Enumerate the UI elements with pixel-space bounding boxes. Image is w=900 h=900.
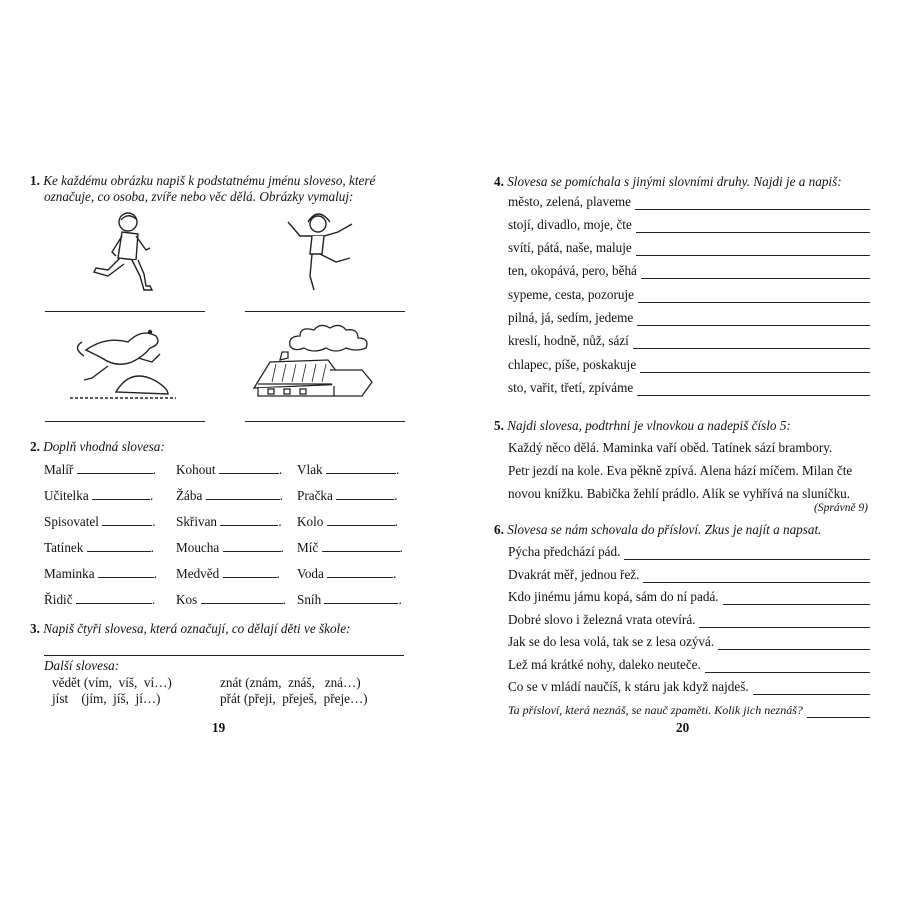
ex4-answer-line[interactable] bbox=[636, 220, 870, 233]
ex2-noun: Kos bbox=[176, 592, 198, 607]
ex2-dot: . bbox=[394, 488, 398, 503]
verb-word: znát bbox=[220, 675, 242, 690]
ex2-dot: . bbox=[280, 540, 284, 555]
ex2-number: 2. bbox=[30, 439, 40, 454]
ex4-answer-line[interactable] bbox=[636, 243, 870, 256]
proverb-text: Co se v mládí naučíš, k stáru jak když najdeš. bbox=[508, 679, 749, 694]
ex2-noun: Voda bbox=[297, 566, 324, 581]
ex4-words: pilná, já, sedím, jedeme bbox=[508, 310, 634, 325]
ex4-row bbox=[508, 261, 870, 279]
ex6-number: 6. bbox=[494, 522, 504, 537]
ex5-answer-note: (Správně 9) bbox=[814, 502, 868, 514]
ex4-row bbox=[508, 331, 870, 349]
ex4-words: město, zelená, plaveme bbox=[508, 194, 632, 209]
verb-word: jíst bbox=[52, 691, 69, 706]
ex6-heading bbox=[494, 522, 821, 538]
ex5-instruction: Najdi slovesa, podtrhni je vlnovkou a nadepiš číslo 5: bbox=[507, 418, 791, 433]
ex2-dot: . bbox=[276, 566, 280, 581]
ex4-number: 4. bbox=[494, 174, 504, 189]
ex4-answer-line[interactable] bbox=[637, 383, 870, 396]
ex4-words: svítí, pátá, naše, maluje bbox=[508, 240, 632, 255]
ex2-dot: . bbox=[282, 592, 286, 607]
ex4-row bbox=[508, 192, 870, 210]
ex2-dot: . bbox=[278, 514, 282, 529]
ex4-answer-line[interactable] bbox=[633, 336, 870, 349]
proverb-text: Lež má krátké nohy, daleko neuteče. bbox=[508, 657, 701, 672]
ex2-noun: Žába bbox=[176, 488, 203, 503]
proverb-answer-line[interactable] bbox=[643, 570, 870, 583]
ex5-number: 5. bbox=[494, 418, 504, 433]
ex4-words: sypeme, cesta, pozoruje bbox=[508, 287, 634, 302]
ex2-noun: Skřivan bbox=[176, 514, 218, 529]
ex1-instruction-line2: označuje, co osoba, zvíře nebo věc dělá. Obrázky vymaluj: bbox=[44, 189, 354, 204]
proverb-answer-line[interactable] bbox=[723, 592, 870, 605]
proverb-row bbox=[508, 610, 870, 628]
ex2-noun: Kohout bbox=[176, 462, 216, 477]
proverb-text: Dvakrát měř, jednou řež. bbox=[508, 567, 640, 582]
ex2-noun: Moucha bbox=[176, 540, 220, 555]
ex2-dot: . bbox=[398, 592, 402, 607]
ex4-row bbox=[508, 215, 870, 233]
verb-word: přát bbox=[220, 691, 241, 706]
proverb-row bbox=[508, 542, 870, 560]
ex4-answer-line[interactable] bbox=[637, 313, 870, 326]
ex2-dot: . bbox=[393, 566, 397, 581]
ex4-row bbox=[508, 285, 870, 303]
ex2-dot: . bbox=[279, 488, 283, 503]
ex4-answer-line[interactable] bbox=[635, 197, 870, 210]
verb-forms: (jím, jíš, jí…) bbox=[81, 691, 161, 706]
ex2-dot: . bbox=[394, 514, 398, 529]
ex4-row bbox=[508, 378, 870, 396]
ex4-answer-line[interactable] bbox=[640, 360, 870, 373]
ex2-noun: Malíř bbox=[44, 462, 74, 477]
ex4-answer-line[interactable] bbox=[638, 290, 870, 303]
ex2-instruction: Doplň vhodná slovesa: bbox=[43, 439, 165, 454]
ex4-instruction: Slovesa se pomíchala s jinými slovními druhy. Najdi je a napiš: bbox=[507, 174, 842, 189]
ex2-dot: . bbox=[395, 462, 400, 477]
ex4-row bbox=[508, 308, 870, 326]
ex6-instruction: Slovesa se nám schovala do přísloví. Zkus je najít a napsat. bbox=[507, 522, 822, 537]
ex2-dot: . bbox=[399, 540, 403, 555]
ex4-words: chlapec, píše, poskakuje bbox=[508, 357, 637, 372]
ex4-words: kreslí, hodně, nůž, sází bbox=[508, 333, 629, 348]
page-number-right: 20 bbox=[676, 720, 690, 735]
ex5-text-line: novou knížku. Babička žehlí prádlo. Alík se vyhřívá na sluníčku. bbox=[508, 486, 851, 501]
proverb-answer-line[interactable] bbox=[705, 660, 870, 673]
ex4-words: sto, vařit, třetí, zpíváme bbox=[508, 380, 634, 395]
ex6-footer-row bbox=[508, 700, 870, 718]
proverb-answer-line[interactable] bbox=[624, 547, 870, 560]
ex4-words: stojí, divadlo, moje, čte bbox=[508, 217, 632, 232]
ex2-dot: . bbox=[152, 462, 156, 477]
proverb-answer-line[interactable] bbox=[699, 615, 870, 628]
verb-forms: (znám, znáš, zná…) bbox=[245, 675, 361, 690]
ex4-row bbox=[508, 238, 870, 256]
ex2-noun: Řidič bbox=[44, 592, 73, 607]
ex2-noun: Medvěd bbox=[176, 566, 220, 581]
verb-word: vědět bbox=[52, 675, 81, 690]
ex6-footer-text: Ta přísloví, která neznáš, se nauč zpaměti. Kolik jich neznáš? bbox=[508, 703, 803, 717]
ex2-dot: . bbox=[278, 462, 283, 477]
ex3-instruction: Napiš čtyři slovesa, která označují, co dělají děti ve škole: bbox=[43, 621, 351, 636]
ex2-noun: Vlak bbox=[297, 462, 323, 477]
ex4-heading bbox=[494, 174, 842, 190]
ex2-noun: Sníh bbox=[297, 592, 322, 607]
ex2-dot: . bbox=[152, 514, 156, 529]
proverb-row bbox=[508, 632, 870, 650]
ex1-number: 1. bbox=[30, 173, 40, 188]
page-number-left: 19 bbox=[212, 720, 226, 735]
ex2-noun: Kolo bbox=[297, 514, 324, 529]
verb-forms: (vím, víš, ví…) bbox=[83, 675, 172, 690]
ex2-noun: Spisovatel bbox=[44, 514, 99, 529]
ex2-noun: Tatínek bbox=[44, 540, 84, 555]
ex1-instruction-line1: Ke každému obrázku napiš k podstatnému jménu sloveso, které bbox=[43, 173, 376, 188]
ex3-number: 3. bbox=[30, 621, 40, 636]
ex6-count-answer-line[interactable] bbox=[807, 705, 870, 718]
proverb-row bbox=[508, 677, 870, 695]
ex4-words: ten, okopává, pero, běhá bbox=[508, 263, 637, 278]
ex2-noun: Maminka bbox=[44, 566, 95, 581]
ex2-noun: Učitelka bbox=[44, 488, 89, 503]
ex2-dot: . bbox=[151, 592, 156, 607]
ex2-noun: Pračka bbox=[297, 488, 333, 503]
ex4-answer-line[interactable] bbox=[641, 266, 870, 279]
ex3-more-title: Další slovesa: bbox=[44, 658, 120, 673]
ex4-row bbox=[508, 355, 870, 373]
ex5-text-line: Každý něco dělá. Maminka vaří oběd. Tatínek sází brambory. bbox=[508, 440, 833, 455]
proverb-answer-line[interactable] bbox=[753, 682, 870, 695]
ex2-dot: . bbox=[153, 566, 158, 581]
proverb-text: Dobré slovo i železná vrata otevírá. bbox=[508, 612, 696, 627]
ex5-heading bbox=[494, 418, 791, 434]
proverb-answer-line[interactable] bbox=[718, 637, 870, 650]
ex5-text-line: Petr jezdí na kole. Eva pěkně zpívá. Alena hází míčem. Milan čte bbox=[508, 463, 853, 478]
verb-forms: (přeji, přeješ, přeje…) bbox=[243, 691, 368, 706]
proverb-row bbox=[508, 655, 870, 673]
proverb-text: Jak se do lesa volá, tak se z lesa ozývá. bbox=[508, 634, 715, 649]
proverb-row bbox=[508, 587, 870, 605]
ex2-dot: . bbox=[150, 540, 154, 555]
ex2-noun: Míč bbox=[297, 540, 319, 555]
proverb-text: Pýcha předchází pád. bbox=[508, 544, 621, 559]
proverb-text: Kdo jinému jámu kopá, sám do ní padá. bbox=[508, 589, 719, 604]
proverb-row bbox=[508, 565, 870, 583]
ex2-dot: . bbox=[149, 488, 154, 503]
